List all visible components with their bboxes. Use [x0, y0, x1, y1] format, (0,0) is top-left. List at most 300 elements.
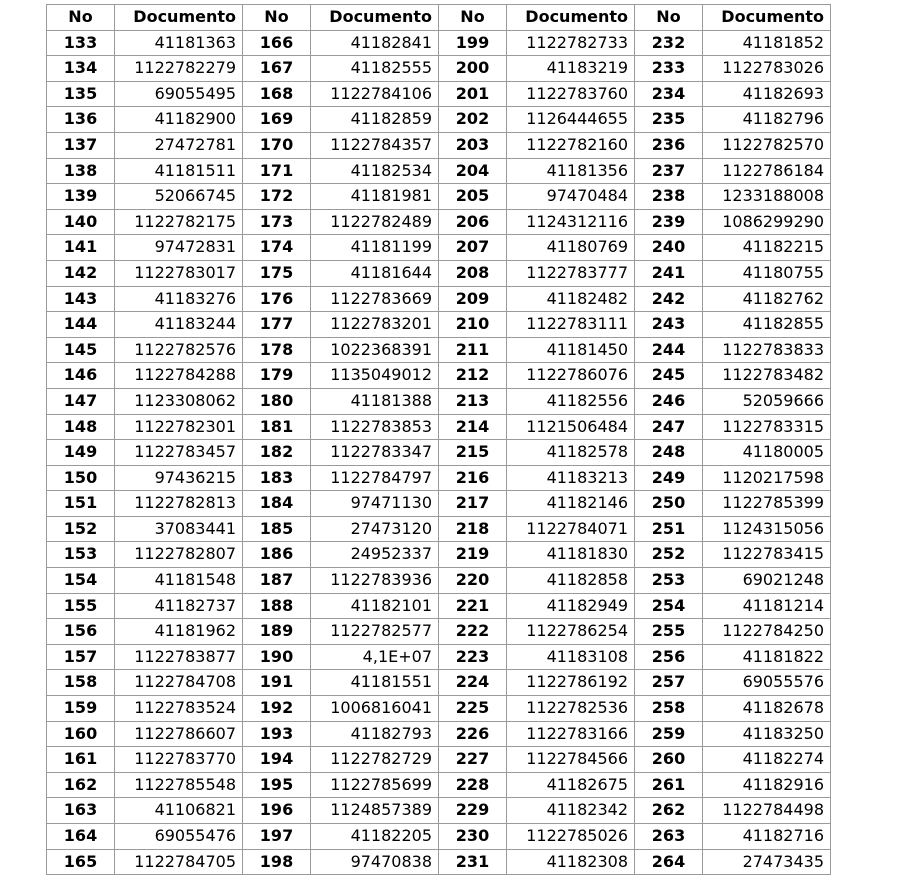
table-row — [47, 440, 831, 466]
row-number-cell: 153 — [47, 542, 115, 568]
row-number-cell: 141 — [47, 235, 115, 261]
table-row — [47, 824, 831, 850]
header-no: No — [635, 5, 703, 31]
row-number-cell: 179 — [243, 363, 311, 389]
documento-cell: 1122783201 — [311, 312, 439, 338]
table-row — [47, 363, 831, 389]
row-number-cell: 243 — [635, 312, 703, 338]
row-number-cell: 212 — [439, 363, 507, 389]
documento-cell: 41182578 — [507, 440, 635, 466]
table-row — [47, 542, 831, 568]
row-number-cell: 197 — [243, 824, 311, 850]
documento-cell: 41181363 — [115, 30, 243, 56]
header-documento: Documento — [311, 5, 439, 31]
table-row — [47, 593, 831, 619]
row-number-cell: 225 — [439, 696, 507, 722]
row-number-cell: 198 — [243, 849, 311, 875]
row-number-cell: 251 — [635, 516, 703, 542]
row-number-cell: 211 — [439, 337, 507, 363]
row-number-cell: 170 — [243, 132, 311, 158]
row-number-cell: 188 — [243, 593, 311, 619]
documento-cell: 1122784357 — [311, 132, 439, 158]
row-number-cell: 260 — [635, 747, 703, 773]
row-number-cell: 263 — [635, 824, 703, 850]
documento-cell: 1135049012 — [311, 363, 439, 389]
row-number-cell: 203 — [439, 132, 507, 158]
documento-cell: 1122782733 — [507, 30, 635, 56]
row-number-cell: 190 — [243, 644, 311, 670]
documento-cell: 1122784705 — [115, 849, 243, 875]
documento-cell: 41182215 — [703, 235, 831, 261]
documento-cell: 41180769 — [507, 235, 635, 261]
row-number-cell: 239 — [635, 209, 703, 235]
row-number-cell: 200 — [439, 56, 507, 82]
row-number-cell: 135 — [47, 81, 115, 107]
documento-cell: 41182308 — [507, 849, 635, 875]
row-number-cell: 186 — [243, 542, 311, 568]
row-number-cell: 201 — [439, 81, 507, 107]
row-number-cell: 178 — [243, 337, 311, 363]
documento-cell: 41180755 — [703, 260, 831, 286]
documento-cell: 41180005 — [703, 440, 831, 466]
table-row — [47, 747, 831, 773]
documento-cell: 1233188008 — [703, 184, 831, 210]
documento-cell: 69021248 — [703, 568, 831, 594]
documento-cell: 41181852 — [703, 30, 831, 56]
documento-cell: 1122783482 — [703, 363, 831, 389]
table-row — [47, 184, 831, 210]
documento-cell: 1122782729 — [311, 747, 439, 773]
row-number-cell: 208 — [439, 260, 507, 286]
documento-cell: 1122783347 — [311, 440, 439, 466]
documento-cell: 1124315056 — [703, 516, 831, 542]
documento-cell: 41182482 — [507, 286, 635, 312]
row-number-cell: 177 — [243, 312, 311, 338]
documento-cell: 1122783760 — [507, 81, 635, 107]
documento-cell: 69055495 — [115, 81, 243, 107]
documento-cell: 1122786254 — [507, 619, 635, 645]
row-number-cell: 159 — [47, 696, 115, 722]
documento-cell: 41183213 — [507, 465, 635, 491]
documento-cell: 41181822 — [703, 644, 831, 670]
table-row — [47, 260, 831, 286]
documento-cell: 27473435 — [703, 849, 831, 875]
row-number-cell: 147 — [47, 388, 115, 414]
header-no: No — [243, 5, 311, 31]
documento-cell: 41182949 — [507, 593, 635, 619]
row-number-cell: 220 — [439, 568, 507, 594]
documento-cell: 1122782489 — [311, 209, 439, 235]
documento-cell: 1122783524 — [115, 696, 243, 722]
row-number-cell: 151 — [47, 491, 115, 517]
header-documento: Documento — [703, 5, 831, 31]
table-row — [47, 798, 831, 824]
row-number-cell: 236 — [635, 132, 703, 158]
table-body — [47, 30, 831, 875]
row-number-cell: 166 — [243, 30, 311, 56]
documento-cell: 41182841 — [311, 30, 439, 56]
row-number-cell: 205 — [439, 184, 507, 210]
row-number-cell: 238 — [635, 184, 703, 210]
table-row — [47, 516, 831, 542]
documento-cell: 41182342 — [507, 798, 635, 824]
row-number-cell: 244 — [635, 337, 703, 363]
row-number-cell: 164 — [47, 824, 115, 850]
row-number-cell: 144 — [47, 312, 115, 338]
row-number-cell: 256 — [635, 644, 703, 670]
documento-cell: 1122783166 — [507, 721, 635, 747]
documento-cell: 41181548 — [115, 568, 243, 594]
row-number-cell: 202 — [439, 107, 507, 133]
row-number-cell: 237 — [635, 158, 703, 184]
documento-cell: 37083441 — [115, 516, 243, 542]
documento-cell: 1122784498 — [703, 798, 831, 824]
documento-cell: 41181450 — [507, 337, 635, 363]
documento-cell: 1122782160 — [507, 132, 635, 158]
row-number-cell: 227 — [439, 747, 507, 773]
documento-cell: 41181551 — [311, 670, 439, 696]
documento-cell: 41182101 — [311, 593, 439, 619]
documento-cell: 41183219 — [507, 56, 635, 82]
row-number-cell: 176 — [243, 286, 311, 312]
documento-cell: 1122783669 — [311, 286, 439, 312]
row-number-cell: 232 — [635, 30, 703, 56]
row-number-cell: 206 — [439, 209, 507, 235]
table-row — [47, 235, 831, 261]
row-number-cell: 138 — [47, 158, 115, 184]
documento-cell: 52059666 — [703, 388, 831, 414]
documento-cell: 41181214 — [703, 593, 831, 619]
documento-cell: 41183276 — [115, 286, 243, 312]
documento-cell: 41182762 — [703, 286, 831, 312]
documento-cell: 41182205 — [311, 824, 439, 850]
table-row — [47, 30, 831, 56]
documento-cell: 41182793 — [311, 721, 439, 747]
documento-cell: 1122783026 — [703, 56, 831, 82]
documento-cell: 1122784566 — [507, 747, 635, 773]
documento-cell: 41183244 — [115, 312, 243, 338]
documento-cell: 1086299290 — [703, 209, 831, 235]
documento-cell: 97472831 — [115, 235, 243, 261]
row-number-cell: 213 — [439, 388, 507, 414]
row-number-cell: 146 — [47, 363, 115, 389]
row-number-cell: 226 — [439, 721, 507, 747]
documento-cell: 1122786192 — [507, 670, 635, 696]
row-number-cell: 262 — [635, 798, 703, 824]
row-number-cell: 217 — [439, 491, 507, 517]
table-row — [47, 491, 831, 517]
row-number-cell: 204 — [439, 158, 507, 184]
documento-cell: 1122786607 — [115, 721, 243, 747]
table-row — [47, 568, 831, 594]
documento-cell: 41182796 — [703, 107, 831, 133]
table-row — [47, 644, 831, 670]
table-row — [47, 619, 831, 645]
row-number-cell: 192 — [243, 696, 311, 722]
table-row — [47, 337, 831, 363]
documento-cell: 1122782175 — [115, 209, 243, 235]
documento-cell: 41183108 — [507, 644, 635, 670]
row-number-cell: 214 — [439, 414, 507, 440]
documento-cell: 1122784250 — [703, 619, 831, 645]
row-number-cell: 145 — [47, 337, 115, 363]
row-number-cell: 143 — [47, 286, 115, 312]
table-row — [47, 107, 831, 133]
row-number-cell: 149 — [47, 440, 115, 466]
documento-cell: 1006816041 — [311, 696, 439, 722]
row-number-cell: 249 — [635, 465, 703, 491]
row-number-cell: 223 — [439, 644, 507, 670]
documento-cell: 41182678 — [703, 696, 831, 722]
row-number-cell: 142 — [47, 260, 115, 286]
table-row — [47, 670, 831, 696]
row-number-cell: 257 — [635, 670, 703, 696]
row-number-cell: 139 — [47, 184, 115, 210]
header-documento: Documento — [507, 5, 635, 31]
table-row — [47, 312, 831, 338]
documento-cell: 41182737 — [115, 593, 243, 619]
row-number-cell: 222 — [439, 619, 507, 645]
documento-cell: 41182555 — [311, 56, 439, 82]
row-number-cell: 258 — [635, 696, 703, 722]
row-number-cell: 161 — [47, 747, 115, 773]
documento-cell: 1122784071 — [507, 516, 635, 542]
documento-cell: 52066745 — [115, 184, 243, 210]
row-number-cell: 155 — [47, 593, 115, 619]
table-row — [47, 414, 831, 440]
table-row — [47, 849, 831, 875]
documento-cell: 41182693 — [703, 81, 831, 107]
row-number-cell: 152 — [47, 516, 115, 542]
row-number-cell: 185 — [243, 516, 311, 542]
documento-cell: 1124857389 — [311, 798, 439, 824]
header-documento: Documento — [115, 5, 243, 31]
row-number-cell: 137 — [47, 132, 115, 158]
row-number-cell: 218 — [439, 516, 507, 542]
documento-cell: 4,1E+07 — [311, 644, 439, 670]
row-number-cell: 240 — [635, 235, 703, 261]
documento-cell: 1122782301 — [115, 414, 243, 440]
row-number-cell: 193 — [243, 721, 311, 747]
table-row — [47, 286, 831, 312]
row-number-cell: 248 — [635, 440, 703, 466]
documento-cell: 41181830 — [507, 542, 635, 568]
row-number-cell: 167 — [243, 56, 311, 82]
row-number-cell: 207 — [439, 235, 507, 261]
documento-cell: 41182274 — [703, 747, 831, 773]
documento-cell: 1122782807 — [115, 542, 243, 568]
row-number-cell: 195 — [243, 772, 311, 798]
documento-cell: 1122783770 — [115, 747, 243, 773]
documento-cell: 1120217598 — [703, 465, 831, 491]
row-number-cell: 163 — [47, 798, 115, 824]
row-number-cell: 162 — [47, 772, 115, 798]
row-number-cell: 182 — [243, 440, 311, 466]
documento-cell: 1122783777 — [507, 260, 635, 286]
documento-cell: 1122783877 — [115, 644, 243, 670]
table-row — [47, 81, 831, 107]
documento-cell: 97470484 — [507, 184, 635, 210]
row-number-cell: 224 — [439, 670, 507, 696]
documento-cell: 1122784708 — [115, 670, 243, 696]
documento-cell: 97471130 — [311, 491, 439, 517]
header-no: No — [47, 5, 115, 31]
row-number-cell: 234 — [635, 81, 703, 107]
row-number-cell: 174 — [243, 235, 311, 261]
row-number-cell: 133 — [47, 30, 115, 56]
row-number-cell: 255 — [635, 619, 703, 645]
documento-cell: 1122783833 — [703, 337, 831, 363]
row-number-cell: 233 — [635, 56, 703, 82]
documento-cell: 97436215 — [115, 465, 243, 491]
row-number-cell: 230 — [439, 824, 507, 850]
documento-cell: 1122785026 — [507, 824, 635, 850]
row-number-cell: 250 — [635, 491, 703, 517]
row-number-cell: 261 — [635, 772, 703, 798]
row-number-cell: 215 — [439, 440, 507, 466]
row-number-cell: 189 — [243, 619, 311, 645]
documento-cell: 1122784797 — [311, 465, 439, 491]
row-number-cell: 245 — [635, 363, 703, 389]
row-number-cell: 252 — [635, 542, 703, 568]
row-number-cell: 247 — [635, 414, 703, 440]
row-number-cell: 157 — [47, 644, 115, 670]
row-number-cell: 156 — [47, 619, 115, 645]
table-row — [47, 772, 831, 798]
documento-cell: 41182916 — [703, 772, 831, 798]
row-number-cell: 175 — [243, 260, 311, 286]
row-number-cell: 219 — [439, 542, 507, 568]
row-number-cell: 171 — [243, 158, 311, 184]
row-number-cell: 134 — [47, 56, 115, 82]
documento-cell: 1122783853 — [311, 414, 439, 440]
documento-cell: 1122786076 — [507, 363, 635, 389]
row-number-cell: 254 — [635, 593, 703, 619]
table-row — [47, 56, 831, 82]
row-number-cell: 259 — [635, 721, 703, 747]
documento-cell: 41182675 — [507, 772, 635, 798]
documento-cell: 41182855 — [703, 312, 831, 338]
row-number-cell: 191 — [243, 670, 311, 696]
documento-cell: 41181644 — [311, 260, 439, 286]
documento-cell: 1121506484 — [507, 414, 635, 440]
row-number-cell: 165 — [47, 849, 115, 875]
row-number-cell: 160 — [47, 721, 115, 747]
documento-cell: 41181981 — [311, 184, 439, 210]
row-number-cell: 242 — [635, 286, 703, 312]
documento-cell: 1022368391 — [311, 337, 439, 363]
row-number-cell: 264 — [635, 849, 703, 875]
row-number-cell: 253 — [635, 568, 703, 594]
row-number-cell: 231 — [439, 849, 507, 875]
row-number-cell: 228 — [439, 772, 507, 798]
table-row — [47, 465, 831, 491]
row-number-cell: 173 — [243, 209, 311, 235]
row-number-cell: 187 — [243, 568, 311, 594]
row-number-cell: 184 — [243, 491, 311, 517]
documento-cell: 1122783936 — [311, 568, 439, 594]
documento-cell: 24952337 — [311, 542, 439, 568]
documento-cell: 41181388 — [311, 388, 439, 414]
row-number-cell: 229 — [439, 798, 507, 824]
row-number-cell: 148 — [47, 414, 115, 440]
row-number-cell: 150 — [47, 465, 115, 491]
documento-cell: 41182534 — [311, 158, 439, 184]
row-number-cell: 168 — [243, 81, 311, 107]
documento-cell: 1122785548 — [115, 772, 243, 798]
documento-cell: 41182556 — [507, 388, 635, 414]
documento-cell: 1126444655 — [507, 107, 635, 133]
documento-cell: 69055476 — [115, 824, 243, 850]
documento-cell: 1122786184 — [703, 158, 831, 184]
documento-cell: 1122782536 — [507, 696, 635, 722]
row-number-cell: 210 — [439, 312, 507, 338]
documento-cell: 1123308062 — [115, 388, 243, 414]
header-no: No — [439, 5, 507, 31]
row-number-cell: 140 — [47, 209, 115, 235]
documento-cell: 1122782577 — [311, 619, 439, 645]
documento-cell: 41182716 — [703, 824, 831, 850]
documento-cell: 1122782570 — [703, 132, 831, 158]
documento-cell: 1122783111 — [507, 312, 635, 338]
documento-cell: 41182859 — [311, 107, 439, 133]
row-number-cell: 246 — [635, 388, 703, 414]
row-number-cell: 154 — [47, 568, 115, 594]
documento-cell: 1122783017 — [115, 260, 243, 286]
documento-cell: 1122782279 — [115, 56, 243, 82]
documento-cell: 41106821 — [115, 798, 243, 824]
documento-cell: 1122782576 — [115, 337, 243, 363]
documento-cell: 27473120 — [311, 516, 439, 542]
documento-cell: 1122784106 — [311, 81, 439, 107]
documento-cell: 41182858 — [507, 568, 635, 594]
row-number-cell: 196 — [243, 798, 311, 824]
row-number-cell: 221 — [439, 593, 507, 619]
documento-cell: 1124312116 — [507, 209, 635, 235]
table-row — [47, 696, 831, 722]
documento-cell: 41181199 — [311, 235, 439, 261]
row-number-cell: 172 — [243, 184, 311, 210]
table-row — [47, 388, 831, 414]
table-row — [47, 721, 831, 747]
header-row — [47, 5, 831, 31]
documento-cell: 27472781 — [115, 132, 243, 158]
row-number-cell: 209 — [439, 286, 507, 312]
row-number-cell: 199 — [439, 30, 507, 56]
row-number-cell: 235 — [635, 107, 703, 133]
documents-table — [46, 4, 831, 875]
documento-cell: 1122783315 — [703, 414, 831, 440]
row-number-cell: 180 — [243, 388, 311, 414]
table-row — [47, 132, 831, 158]
row-number-cell: 158 — [47, 670, 115, 696]
documento-cell: 1122785399 — [703, 491, 831, 517]
row-number-cell: 136 — [47, 107, 115, 133]
row-number-cell: 183 — [243, 465, 311, 491]
documento-cell: 1122784288 — [115, 363, 243, 389]
table-row — [47, 158, 831, 184]
documento-cell: 69055576 — [703, 670, 831, 696]
table-row — [47, 209, 831, 235]
documento-cell: 97470838 — [311, 849, 439, 875]
row-number-cell: 194 — [243, 747, 311, 773]
row-number-cell: 181 — [243, 414, 311, 440]
row-number-cell: 169 — [243, 107, 311, 133]
documento-cell: 1122782813 — [115, 491, 243, 517]
documento-cell: 41181356 — [507, 158, 635, 184]
documento-cell: 1122783457 — [115, 440, 243, 466]
documento-cell: 1122783415 — [703, 542, 831, 568]
